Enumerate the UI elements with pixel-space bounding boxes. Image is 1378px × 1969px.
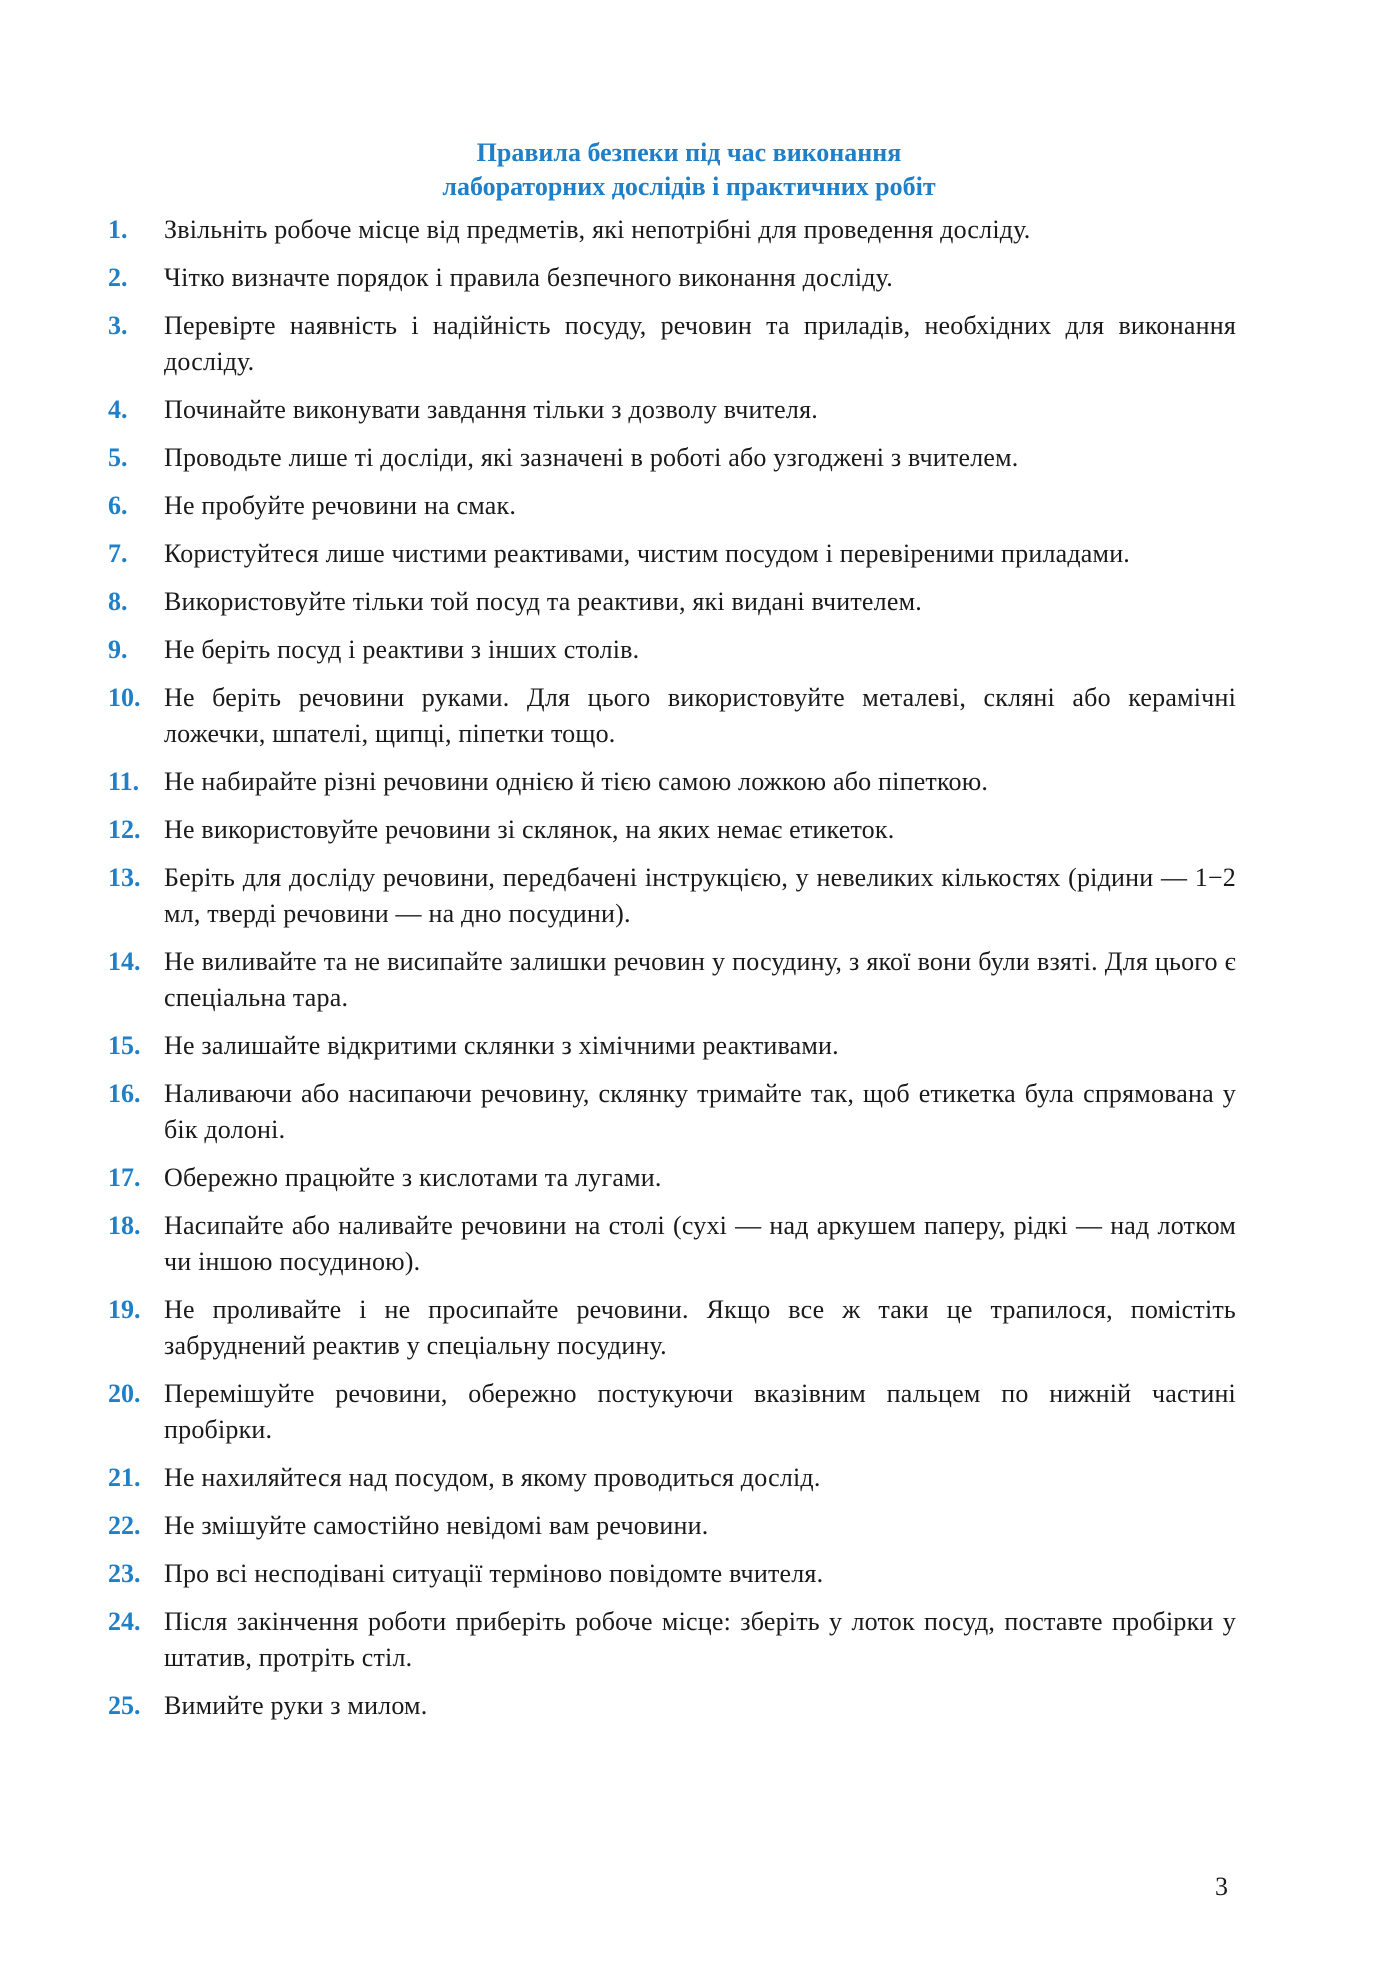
rule-text: Починайте виконувати завдання тільки з дозволу вчителя.	[164, 395, 818, 424]
rule-text: Не набирайте різні речовини однією й тією самою ложкою або піпеткою.	[164, 767, 989, 796]
rule-number: 15.	[108, 1031, 141, 1060]
rule-text: Наливаючи або насипаючи речовину, склянку тримайте так, щоб етикетка була спрямована у бік долоні.	[164, 1079, 1236, 1144]
list-item	[108, 680, 1236, 752]
rule-number: 8.	[108, 587, 128, 616]
list-item	[108, 1292, 1236, 1364]
rule-number: 10.	[108, 683, 141, 712]
rule-number: 17.	[108, 1163, 141, 1192]
list-item	[108, 1604, 1236, 1676]
rule-number: 1.	[108, 215, 128, 244]
rule-number: 11.	[108, 767, 140, 796]
page-title-line-1: Правила безпеки під час виконання	[476, 138, 902, 167]
rule-text: Проводьте лише ті досліди, які зазначені в роботі або узгоджені з вчителем.	[164, 443, 1019, 472]
rule-text: Беріть для досліду речовини, передбачені інструкцією, у невеликих кількостях (рідини — 1−2 мл, тверді речовини — на дно посудини).	[164, 863, 1236, 928]
rule-text: Не беріть посуд і реактиви з інших столів.	[164, 635, 640, 664]
page-title-line-2: лабораторних дослідів і практичних робіт	[442, 172, 936, 201]
rule-text: Перемішуйте речовини, обережно постукуючи вказівним пальцем по нижній частині пробірки.	[164, 1379, 1236, 1444]
rule-number: 16.	[108, 1079, 141, 1108]
rule-number: 5.	[108, 443, 128, 472]
page-number: 3	[1215, 1872, 1228, 1901]
rule-text: Перевірте наявність і надійність посуду, речовин та приладів, необхідних для виконання досліду.	[164, 311, 1236, 376]
list-item	[108, 488, 1236, 524]
list-item	[108, 860, 1236, 932]
list-item	[108, 392, 1236, 428]
safety-rules-list	[108, 212, 1236, 1736]
rule-number: 19.	[108, 1295, 141, 1324]
rule-text: Про всі несподівані ситуації терміново повідомте вчителя.	[164, 1559, 824, 1588]
rule-text: Звільніть робоче місце від предметів, які непотрібні для проведення досліду.	[164, 215, 1031, 244]
list-item	[108, 536, 1236, 572]
list-item	[108, 764, 1236, 800]
rule-text: Вимийте руки з милом.	[164, 1691, 428, 1720]
list-item	[108, 212, 1236, 248]
rule-text: Не нахиляйтеся над посудом, в якому проводиться дослід.	[164, 1463, 821, 1492]
list-item	[108, 632, 1236, 668]
rule-number: 12.	[108, 815, 141, 844]
rule-text: Не проливайте і не просипайте речовини. Якщо все ж таки це трапилося, помістіть забруднений реактив у спеціальну посудину.	[164, 1295, 1236, 1360]
rule-number: 21.	[108, 1463, 141, 1492]
rule-number: 18.	[108, 1211, 141, 1240]
rule-number: 7.	[108, 539, 128, 568]
rule-text: Не виливайте та не висипайте залишки речовин у посудину, з якої вони були взяті. Для цього є спеціальна тара.	[164, 947, 1236, 1012]
list-item	[108, 1028, 1236, 1064]
rule-number: 25.	[108, 1691, 141, 1720]
rule-text: Використовуйте тільки той посуд та реактиви, які видані вчителем.	[164, 587, 922, 616]
rule-number: 4.	[108, 395, 128, 424]
rule-text: Не залишайте відкритими склянки з хімічними реактивами.	[164, 1031, 839, 1060]
rule-number: 6.	[108, 491, 128, 520]
page-title	[0, 136, 1378, 204]
rule-text: Обережно працюйте з кислотами та лугами.	[164, 1163, 662, 1192]
rule-number: 20.	[108, 1379, 141, 1408]
list-item	[108, 944, 1236, 1016]
list-item	[108, 1460, 1236, 1496]
list-item	[108, 1076, 1236, 1148]
rule-number: 23.	[108, 1559, 141, 1588]
list-item	[108, 1508, 1236, 1544]
list-item	[108, 1208, 1236, 1280]
list-item	[108, 1556, 1236, 1592]
list-item	[108, 1688, 1236, 1724]
rule-text: Не беріть речовини руками. Для цього використовуйте металеві, скляні або керамічні ложечки, шпателі, щипці, піпетки тощо.	[164, 683, 1236, 748]
rule-number: 14.	[108, 947, 141, 976]
list-item	[108, 308, 1236, 380]
list-item	[108, 1160, 1236, 1196]
rule-number: 2.	[108, 263, 128, 292]
rule-number: 3.	[108, 311, 128, 340]
list-item	[108, 812, 1236, 848]
rule-number: 22.	[108, 1511, 141, 1540]
rule-text: Після закінчення роботи приберіть робоче місце: зберіть у лоток посуд, поставте пробірки у штатив, протріть стіл.	[164, 1607, 1236, 1672]
list-item	[108, 584, 1236, 620]
rule-text: Не використовуйте речовини зі склянок, на яких немає етикеток.	[164, 815, 895, 844]
list-item	[108, 440, 1236, 476]
rule-text: Користуйтеся лише чистими реактивами, чистим посудом і перевіреними приладами.	[164, 539, 1131, 568]
rule-number: 9.	[108, 635, 128, 664]
rule-text: Насипайте або наливайте речовини на столі (сухі — над аркушем паперу, рідкі — над лотком чи іншою посудиною).	[164, 1211, 1236, 1276]
list-item	[108, 1376, 1236, 1448]
list-item	[108, 260, 1236, 296]
rule-number: 24.	[108, 1607, 141, 1636]
rule-text: Не пробуйте речовини на смак.	[164, 491, 517, 520]
rule-number: 13.	[108, 863, 141, 892]
rule-text: Не змішуйте самостійно невідомі вам речовини.	[164, 1511, 709, 1540]
rule-text: Чітко визначте порядок і правила безпечного виконання досліду.	[164, 263, 893, 292]
